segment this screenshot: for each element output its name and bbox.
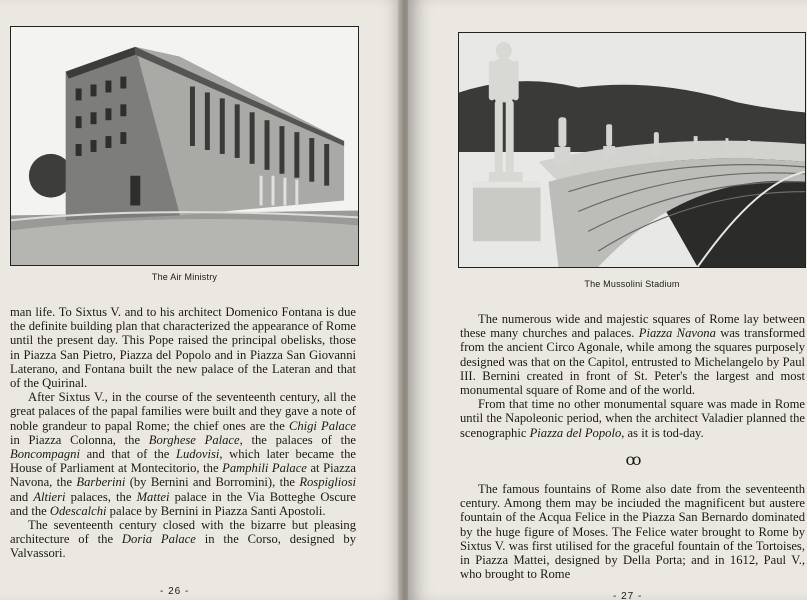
air-ministry-caption: The Air Ministry <box>151 272 218 282</box>
right-paragraph-3: The famous fountains of Rome also date from the seventeenth century. Among them may be inciuded the magnificent but austere fountain of the Acqua Felice in the Piazza San Bernardo dominated by the huge figure of Moses. The Felice water brought to Rome by Sixtus V. was first utilised for the graceful fountain of the Tortoises, in Piazza Mattei, designed by Della Porta; and in 1612, Paul V., who brought to Rome <box>460 482 805 582</box>
mussolini-stadium-caption: The Mussolini Stadium <box>584 279 680 289</box>
mussolini-stadium-illustration <box>459 33 805 267</box>
left-page-text <box>10 305 356 561</box>
air-ministry-photo <box>10 26 359 266</box>
left-paragraph-3: The seventeenth century closed with the bizarre but pleasing architecture of the Doria Palace in the Corso, designed by Valvassori. <box>10 518 357 561</box>
left-paragraph-1: man life. To Sixtus V. and to his architect Domenico Fontana is due the definite building plan that characterized the appearance of Rome until the present day. This Pope raised the principal obelisks, those in Piazza San Pietro, Piazza del Popolo and in Piazza San Giovanni Laterano, and Fontana built the new palace of the Lateran and that of the Quirinal. <box>10 305 356 391</box>
page-number-26: - 26 - <box>160 586 190 597</box>
right-paragraph-1: The numerous wide and majestic squares of Rome lay between these many churches and palaces. Piazza Navona was transformed from the ancient Circo Agonale, while among the squares purposely designed was that on the Capitol, entrusted to Michelangelo by Paul III. Bernini created in front of St. Peter's the largest and most monumental square of Rome and of the world. <box>460 312 806 398</box>
left-paragraph-2: After Sixtus V., in the course of the seventeenth century, all the great palaces of the papal families were built and they gave a note of noble grandeur to papal Rome; the chief ones are the Chigi Palace in Piazza Colonna, the Borghese Palace, the palaces of the Boncompagni and that of the Ludovisi, which later became the House of Parliament at Montecitorio, the Pamphili Palace at Piazza Navona, the Barberini (by Bernini and Borromini), the Rospigliosi and Altieri palaces, the Mattei palace in the Via Botteghe Oscure and the Odescalchi palace by Bernini in Piazza Santi Apostoli. <box>10 390 357 518</box>
left-page <box>0 0 402 600</box>
right-page <box>408 0 807 600</box>
right-paragraph-2: From that time no other monumental square was made in Rome until the Napoleonic period, when the architect Valadier planned the scenographic Piazza del Popolo, as it is tod-day. <box>460 397 805 440</box>
mussolini-stadium-photo <box>458 32 806 268</box>
page-number-27: - 27 - <box>613 591 643 600</box>
air-ministry-illustration <box>11 27 358 265</box>
right-page-text <box>460 312 805 581</box>
ornament-icon: ꝏ <box>625 451 640 469</box>
